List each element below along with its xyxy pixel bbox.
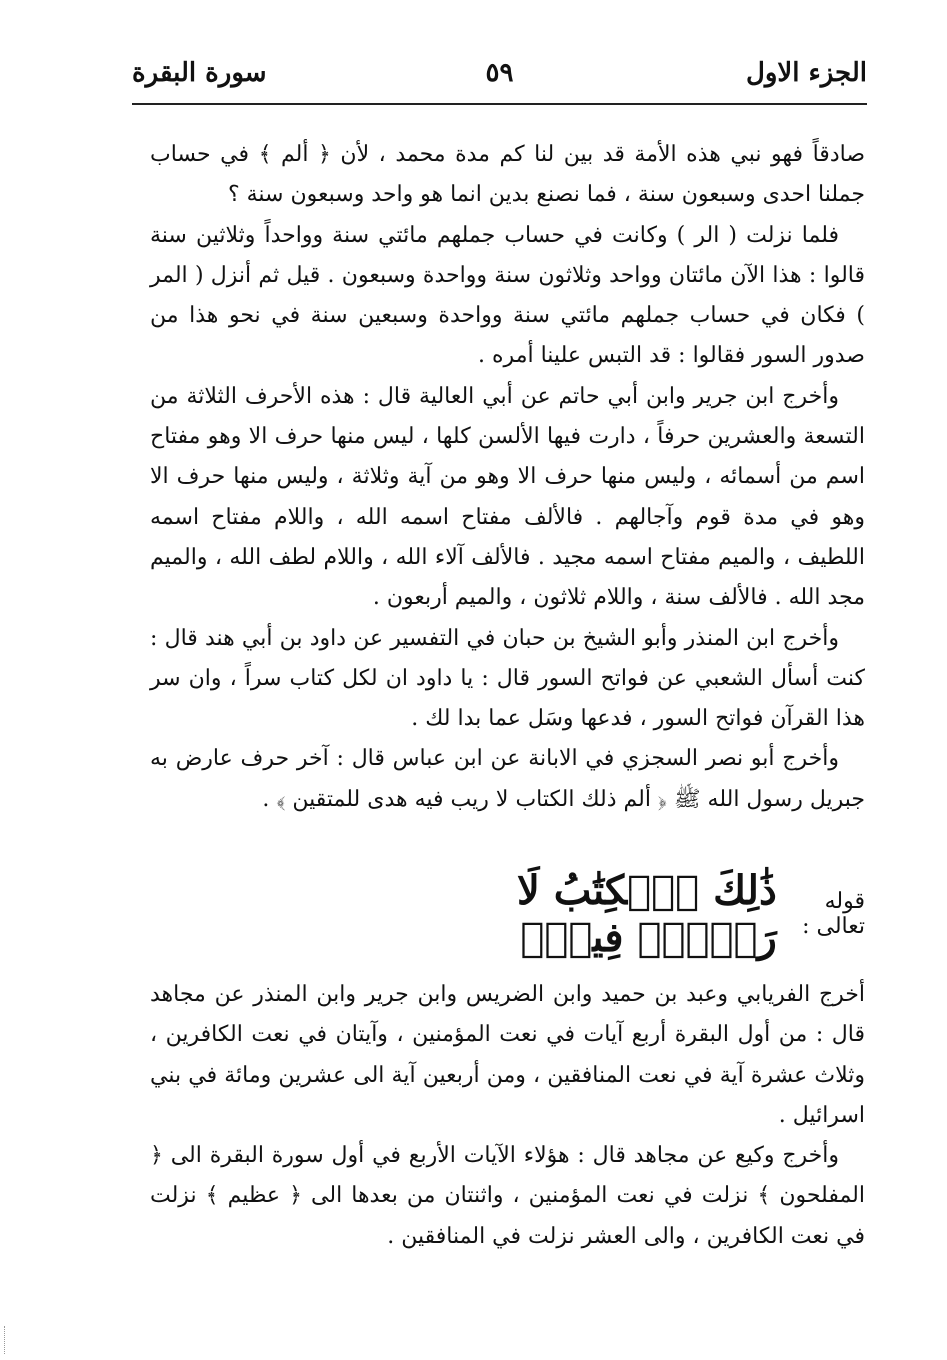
surah-title: سورة البقرة xyxy=(132,58,267,88)
margin-mark xyxy=(4,1326,11,1354)
page-header xyxy=(132,52,867,100)
paragraph: وأخرج ابن المنذر وأبو الشيخ بن حبان في التفسير عن داود بن أبي هند قال : كنت أسأل الشعبي عن فواتح السور قال : يا داود ان لكل كتاب سراً ، وان سر هذا القرآن فواتح السور ، فدعها وسَل عما بدا لك . xyxy=(150,625,865,732)
paragraph: وأخرج أبو نصر السجزي في الابانة عن ابن عباس قال : آخر حرف عارض به جبريل رسول الله ﷺ ﴿ ألم ذلك الكتاب لا ريب فيه هدى للمتقين ﴾ . xyxy=(150,746,865,812)
paragraph: وأخرج وكيع عن مجاهد قال : هؤلاء الآيات الأربع في أول سورة البقرة الى ﴿ المفلحون ﴾ نزلت في نعت المؤمنين ، واثنتان من بعدها الى ﴿ عظيم ﴾ نزلت في نعت الكافرين ، والى العشر نزلت في المنافقين . xyxy=(150,1143,865,1249)
verse-intro: قوله تعالى : xyxy=(802,889,865,939)
paragraph: أخرج الفريابي وعبد بن حميد وابن الضريس وابن جرير وابن المنذر عن مجاهد قال : من أول البقرة أربع آيات في نعت المؤمنين ، وآيتان في نعت الكافرين ، وثلاث عشرة آية في نعت المنافقين ، ومن أربعين آية الى عشرين ومائة في بني اسرائيل . xyxy=(150,982,865,1128)
header-rule xyxy=(132,103,867,105)
body-section-1 xyxy=(150,135,865,820)
body-section-2 xyxy=(150,975,865,1257)
paragraph: صادقاً فهو نبي هذه الأمة قد بين لنا كم مدة محمد ، لأن ﴿ ألم ﴾ في حساب جملنا احدى وسبعون سنة ، فما نصنع بدين انما هو واحد وسبعون سنة ؟ xyxy=(150,142,865,208)
verse-heading xyxy=(420,867,865,961)
paragraph: وأخرج ابن جرير وابن أبي حاتم عن أبي العالية قال : هذه الأحرف الثلاثة من التسعة والعشرين حرفاً ، دارت فيها الألسن كلها ، ليس منها حرف الا وهو مفتاح اسم من أسمائه ، وليس منها حرف الا وهو من آية وثلاثة ، وليس منها حرف الا وهو في مدة قوم وآجالهم . فالألف مفتاح اسمه الله ، واللام مفتاح اسمه اللطيف ، والميم مفتاح اسمه مجيد . فالألف آلاء الله ، واللام لطف الله ، والميم مجد الله . فالألف سنة ، واللام ثلاثون ، والميم أربعون . xyxy=(150,383,865,611)
paragraph: فلما نزلت ( الر ) وكانت في حساب جملهم مائتي سنة وواحداً وثلاثين سنة قالوا : هذا الآن مائتان وواحد وثلاثون سنة وواحدة وسبعون . قيل ثم أنزل ( المر ) فكان في حساب جملهم مائتي سنة وواحدة وسبعين سنة في نحو هذا من صدور السور فقالوا : قد التبس علينا أمره . xyxy=(150,222,865,369)
page-number: ٥٩ xyxy=(485,58,514,88)
part-title: الجزء الاول xyxy=(745,58,867,88)
verse-text: ذَٰلِكَ ٱلۡكِتَٰبُ لَا رَيۡبَۛ فِيهِۛ xyxy=(516,867,777,961)
